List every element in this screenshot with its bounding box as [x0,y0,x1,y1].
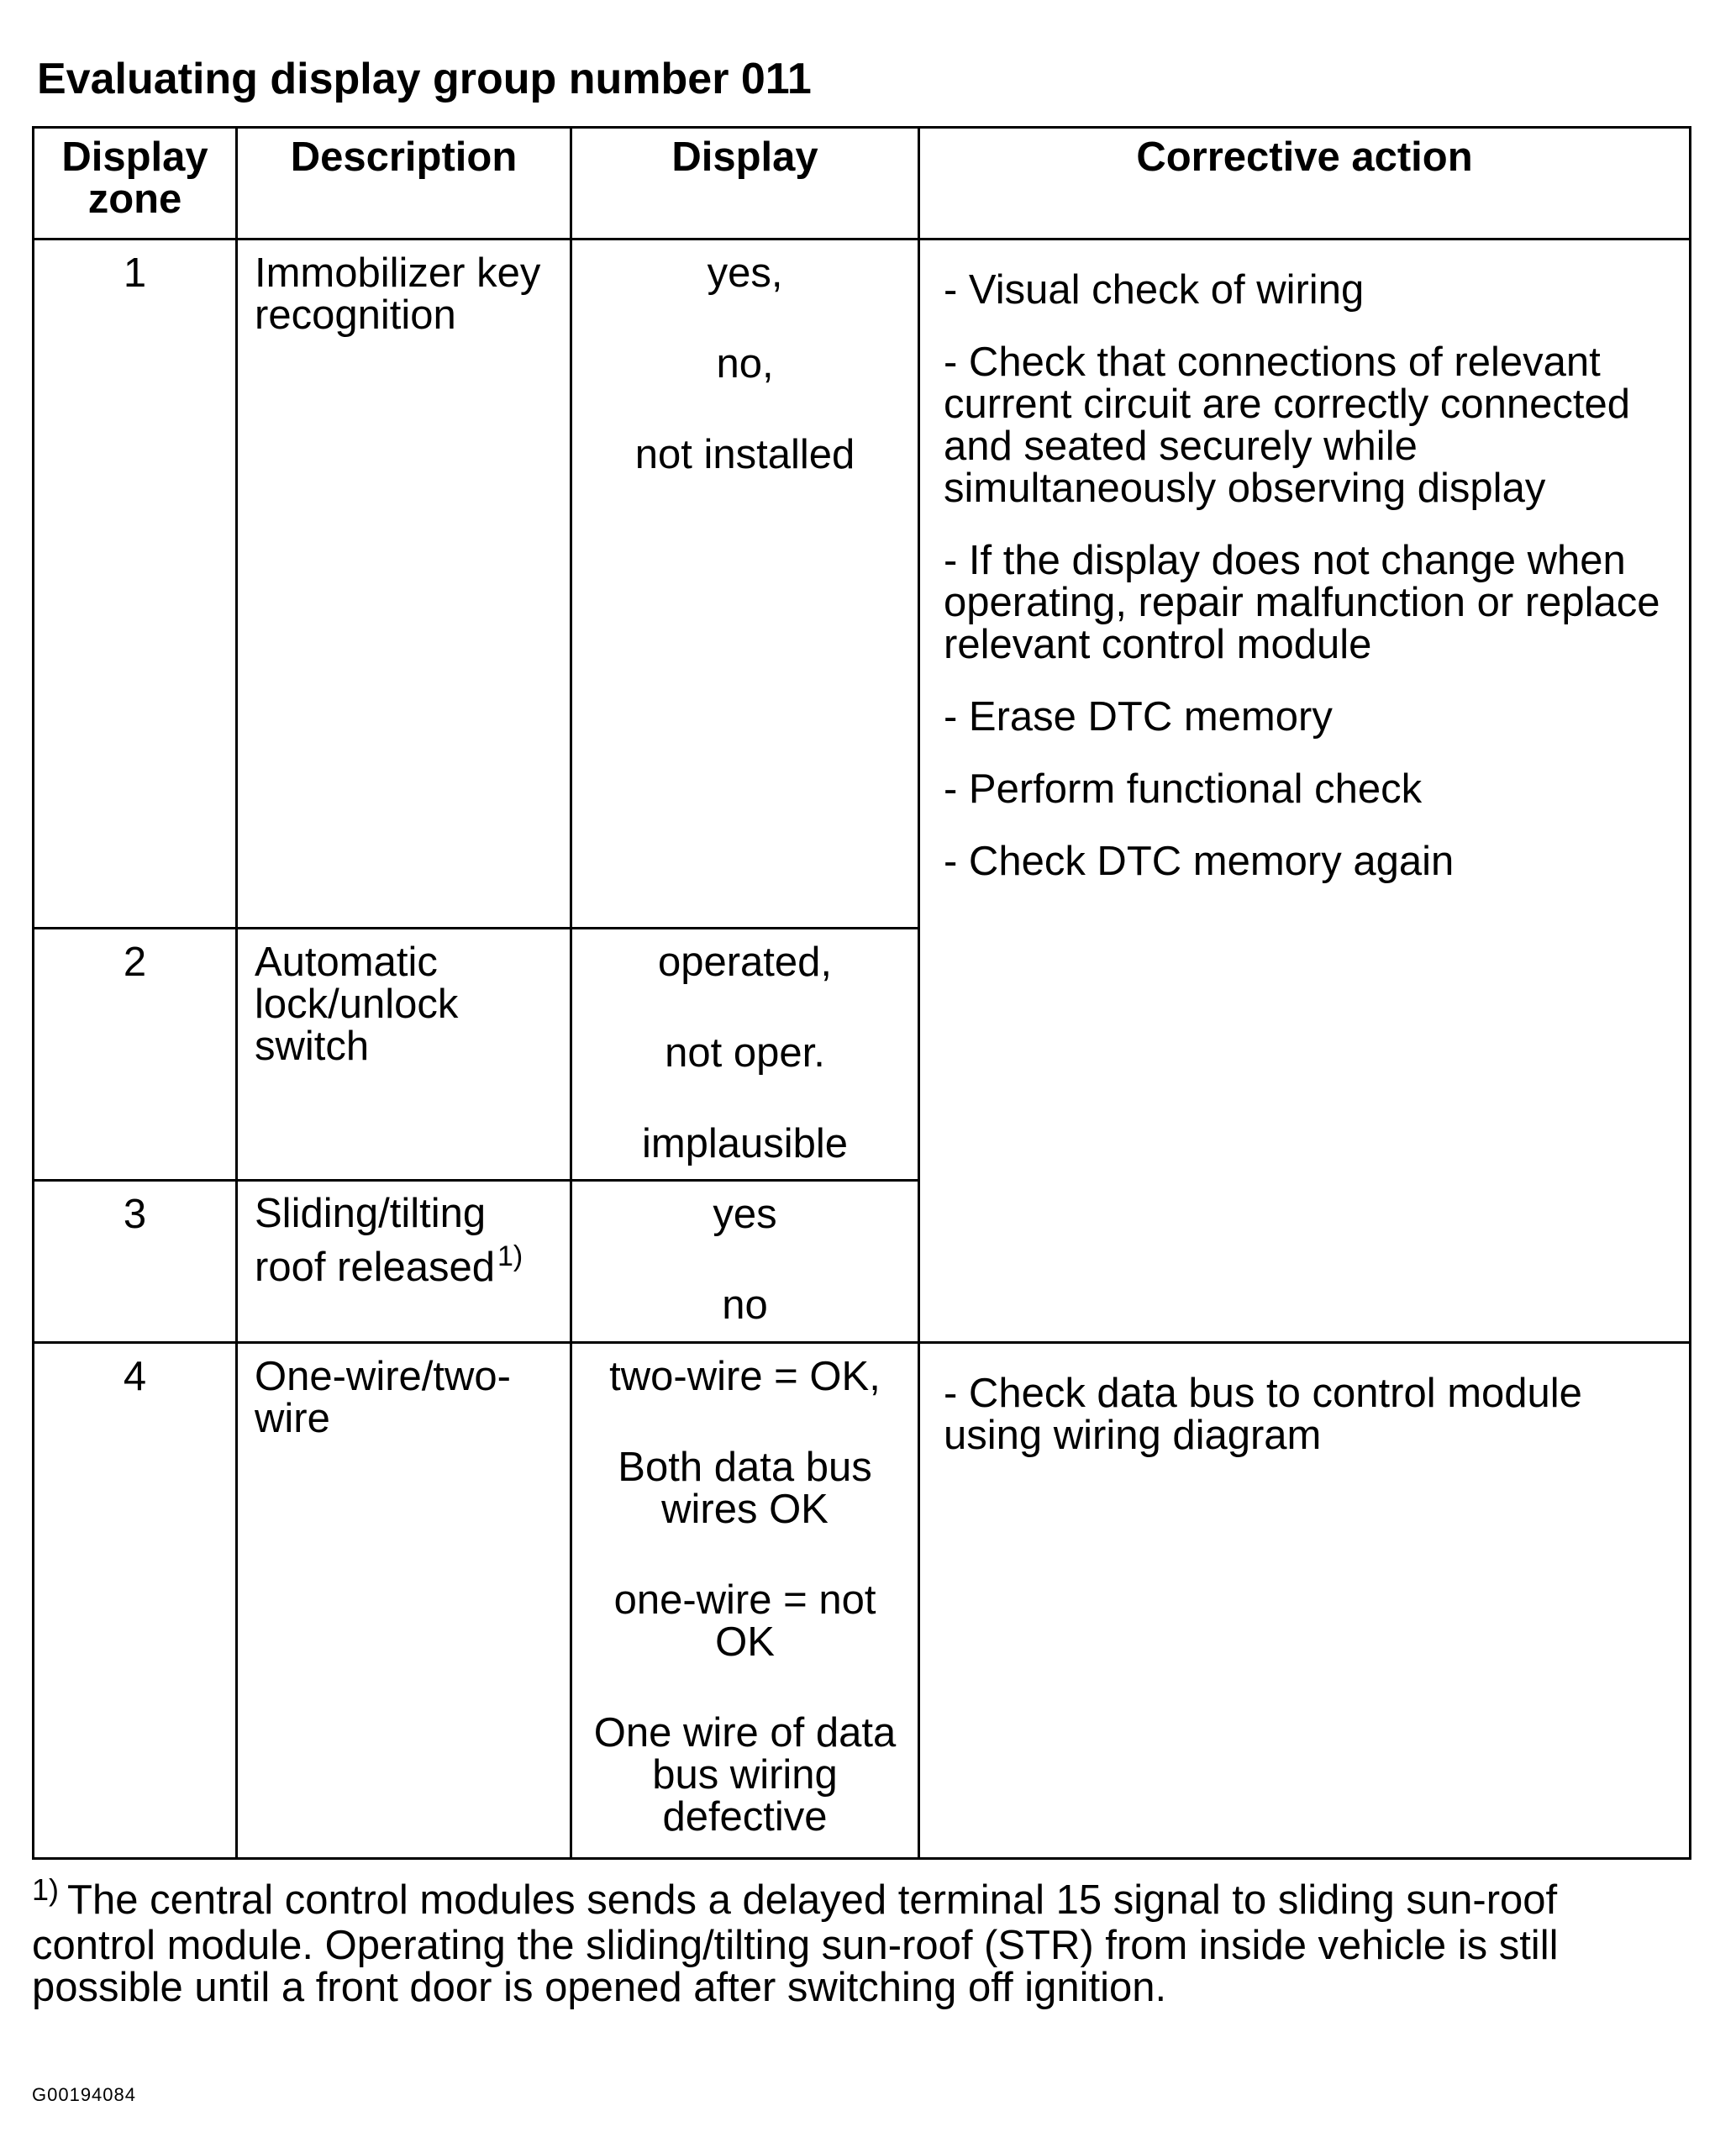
description-cell: Immobilizer key recognition [237,240,571,929]
footnote-text: The central control modules sends a delayed terminal 15 signal to sliding sun-roof control module. Operating the sliding/tilting sun-roof (STR) from inside vehicle is still possible until a front door is opened after switching off ignition. [32,1877,1559,2010]
display-option: operated, [657,940,833,985]
action-item: - Check data bus to control module using wiring diagram [944,1371,1582,1458]
display-cell [571,1181,919,1343]
footnote-reference: 1) [497,1240,523,1272]
display-option: yes [713,1192,777,1237]
description-cell [237,1181,571,1343]
display-cell [571,240,919,929]
header-display: Display [571,128,919,240]
display-cell [571,1343,919,1859]
description-text: Sliding/tilting roof released [255,1191,496,1290]
display-option: not installed [634,432,855,477]
header-display-zone-line1: Display [61,134,208,180]
corrective-action-cell [919,240,1691,1343]
table-row [34,240,1691,929]
display-option: no, [716,341,774,387]
corrective-action-cell [919,1343,1691,1859]
description-cell: One-wire/two-wire [237,1343,571,1859]
description-cell: Automatic lock/unlock switch [237,929,571,1181]
header-corrective-action: Corrective action [919,128,1691,240]
display-option: implausible [641,1121,849,1166]
zone-cell: 1 [34,240,237,929]
action-item: - Visual check of wiring [944,267,1365,313]
display-group-table [32,126,1691,1860]
page-title: Evaluating display group number 011 [37,55,812,103]
display-cell [571,929,919,1181]
display-option: two-wire = OK, [609,1354,881,1399]
footnote-mark: 1) [32,1872,60,1907]
action-item: - Check that connections of relevant current circuit are correctly connected and seated securely while simultaneously observing display [944,340,1630,511]
display-option: not oper. [665,1030,825,1076]
header-display-zone-line2: zone [87,176,182,222]
display-option: One wire of data bus wiring defective [593,1710,897,1840]
display-option: no [722,1282,768,1328]
header-display-zone [34,128,237,240]
footnote [32,1872,1679,2010]
zone-cell: 3 [34,1181,237,1343]
figure-id: G00194084 [32,2084,136,2105]
table-row [34,1343,1691,1859]
display-option: one-wire = not OK [613,1577,876,1665]
action-item: - Perform functional check [944,766,1423,812]
zone-cell: 2 [34,929,237,1181]
display-option: yes, [707,250,783,296]
display-option: Both data bus wires OK [618,1445,872,1532]
table-header-row [34,128,1691,240]
action-item: - Check DTC memory again [944,839,1455,884]
zone-cell: 4 [34,1343,237,1859]
action-item: - If the display does not change when operating, repair malfunction or replace relevant control module [944,538,1660,667]
action-item: - Erase DTC memory [944,694,1333,740]
header-description: Description [237,128,571,240]
